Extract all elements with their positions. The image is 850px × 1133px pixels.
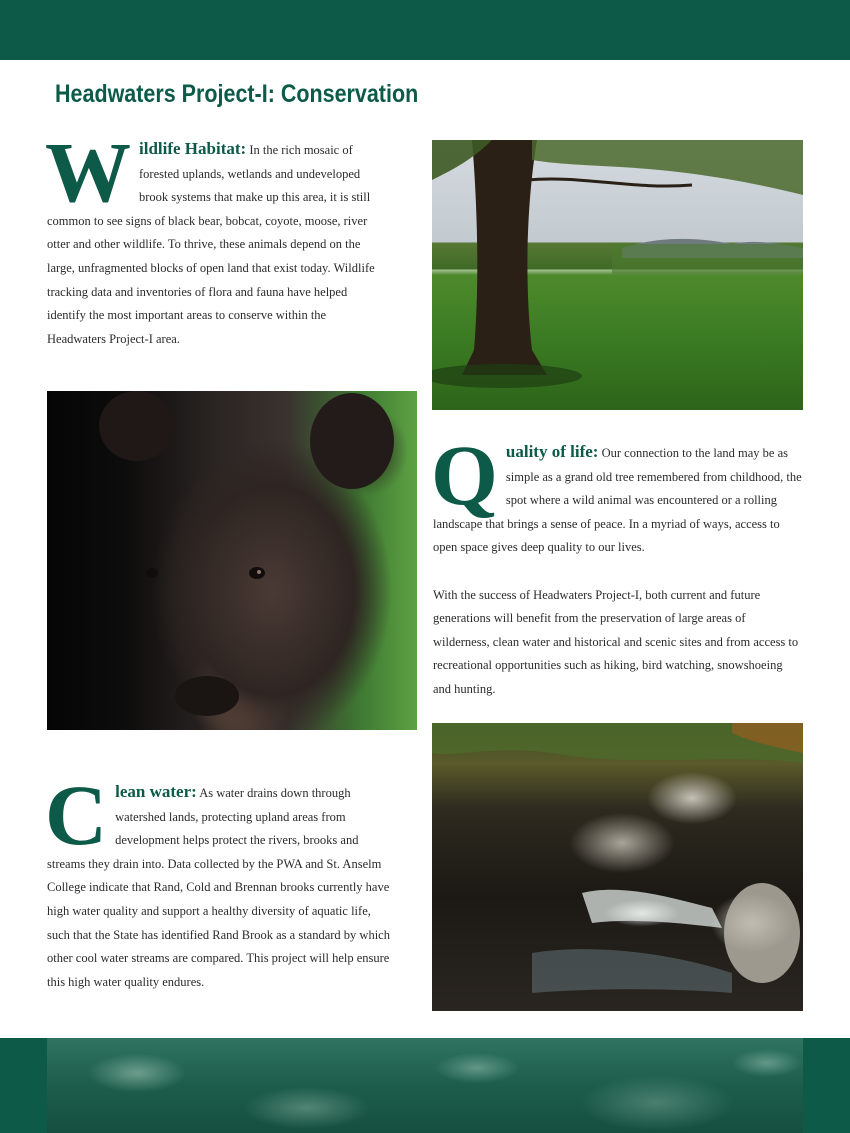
quality-body: Our connection to the land may be as simple as a grand old tree remembered from childhood, the spot where a wild animal was encountered or a rolling landscape that brings a sense of peace. In a myriad of ways, access to open space gives deep quality to our lives. <box>433 446 802 555</box>
water-dropcap: C <box>45 767 108 863</box>
wildlife-habitat-section <box>45 124 387 351</box>
rocky-stream-photo <box>432 723 803 1011</box>
black-bear-photo <box>47 391 417 730</box>
water-body: As water drains down through watershed lands, protecting upland areas from development helps protect the rivers, brooks and streams they drain into. Data collected by the PWA and St. Anselm College indicate that Rand, Cold and Brennan brooks currently have high water quality and support a healthy diversity of aquatic life, such that the State has identified Rand Brook as a standard by which other cool water streams are compared. This project will help ensure this high water quality endures. <box>47 786 390 989</box>
tree-illustration <box>432 140 803 410</box>
clean-water-section <box>45 767 392 994</box>
quality-body-2: With the success of Headwaters Project-I, both current and future generations will benefit from the preservation of large areas of wilderness, clean water and historical and scenic sites and from access to recreational opportunities such as hiking, bird watching, snowshoeing and hunting. <box>433 587 799 696</box>
quality-heading: uality of life: <box>505 442 599 461</box>
footer-band <box>0 1038 850 1133</box>
water-heading: lean water: <box>115 782 197 801</box>
wildlife-dropcap: W <box>45 124 131 220</box>
quality-dropcap: Q <box>431 427 498 523</box>
wildlife-heading: ildlife Habitat: <box>139 139 247 158</box>
quality-of-life-section <box>431 427 803 702</box>
footer-water-texture <box>47 1038 803 1133</box>
page-title: Headwaters Project-I: Conservation <box>55 80 419 108</box>
bear-illustration <box>47 391 417 730</box>
stream-illustration <box>432 723 803 1011</box>
header-band <box>0 0 850 60</box>
tree-meadow-photo <box>432 140 803 410</box>
wildlife-body: In the rich mosaic of forested uplands, wetlands and undeveloped brook systems that make up this area, it is still common to see signs of black bear, bobcat, coyote, moose, river otter and other wildlife. To thrive, these animals depend on the large, unfragmented blocks of open land that exist today. Wildlife tracking data and inventories of flora and fauna have helped identify the most important areas to conserve within the Headwaters Project-I area. <box>47 143 375 346</box>
